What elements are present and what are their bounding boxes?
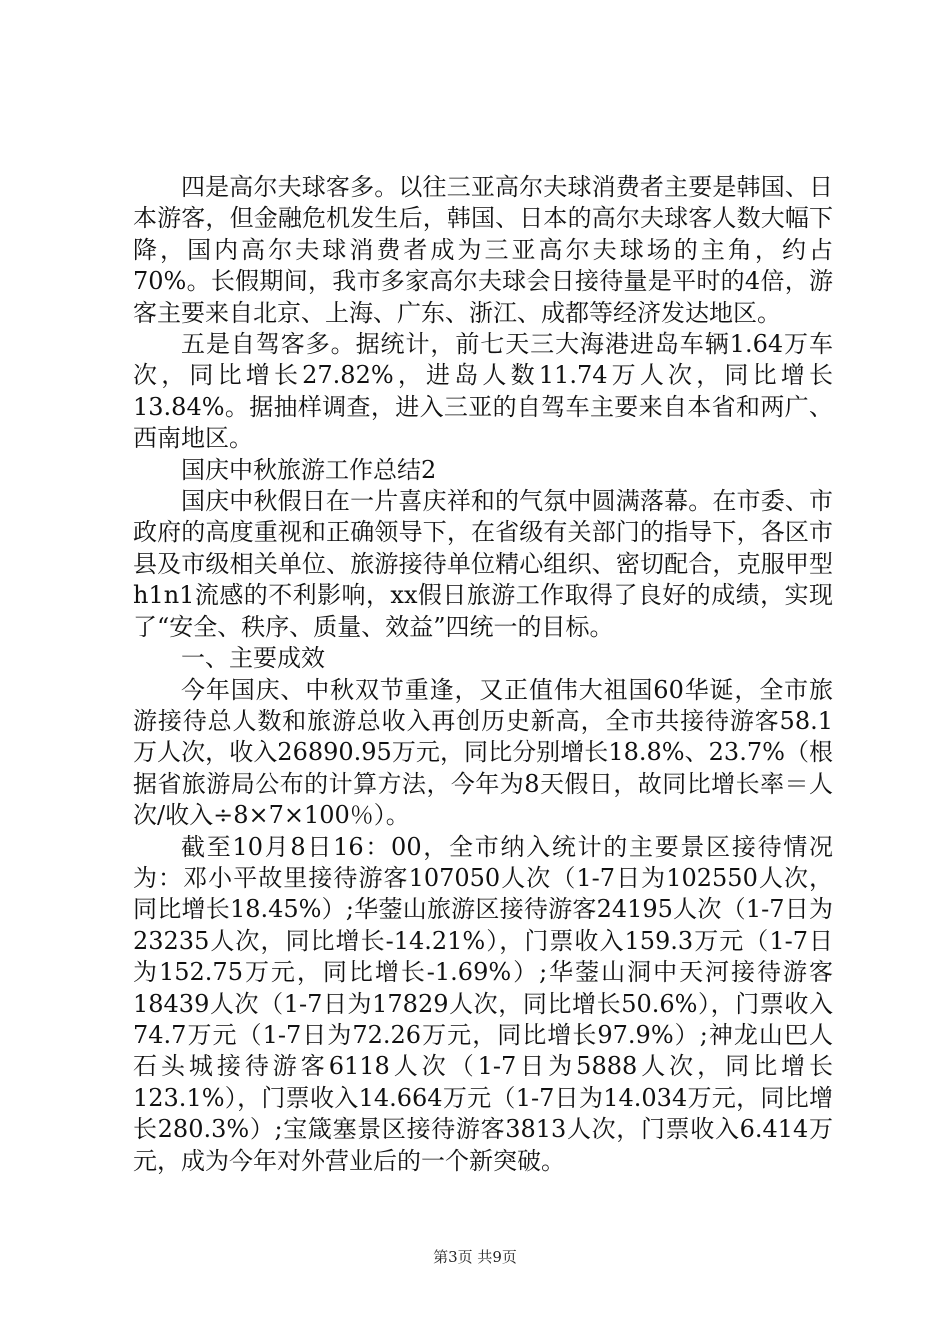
section-title-summary-2: 国庆中秋旅游工作总结2 (181, 455, 437, 484)
paragraph-holiday-overview: 国庆中秋假日在一片喜庆祥和的气氛中圆满落幕。在市委、市政府的高度重视和正确领导下，在省级有关部门的指导下，各区市县及市级相关单位、旅游接待单位精心组织、密切配合，克服甲型h1n1流感的不利影响，xx假日旅游工作取得了良好的成绩，实现了“安全、秩序、质量、效益”四统一的目标。 (133, 487, 833, 641)
paragraph-scenic-area-stats: 截至10月8日16：00，全市纳入统计的主要景区接待情况为：邓小平故里接待游客107050人次（1-7日为102550人次，同比增长18.45%）;华蓥山旅游区接待游客24195人次（1-7日为23235人次，同比增长-14.21%），门票收入159.3万元（1-7日为152.75万元，同比增长-1.69%）;华蓥山洞中天河接待游客18439人次（1-7日为17829人次，同比增长50.6%），门票收入74.7万元（1-7日为72.26万元，同比增长97.9%）;神龙山巴人石头城接待游客6118人次（1-7日为5888人次，同比增长123.1%），门票收入14.664万元（1-7日为14.034万元，同比增长280.3%）;宝箴塞景区接待游客3813人次，门票收入6.414万元，成为今年对外营业后的一个新突破。 (133, 832, 833, 1175)
paragraph-visitor-totals: 今年国庆、中秋双节重逢，又正值伟大祖国60华诞，全市旅游接待总人数和旅游总收入再创历史新高，全市共接待游客58.1万人次，收入26890.95万元，同比分别增长18.8%、23.7%（根据省旅游局公布的计算方法，今年为8天假日，故同比增长率＝人次/收入÷8×7×100％）。 (133, 675, 833, 830)
section-heading-main-results: 一、主要成效 (181, 644, 325, 673)
paragraph-self-drive-tourists: 五是自驾客多。据统计，前七天三大海港进岛车辆1.64万车次，同比增长27.82%，进岛人数11.74万人次，同比增长13.84%。据抽样调查，进入三亚的自驾车主要来自本省和两广、西南地区。 (133, 330, 833, 453)
document-body (133, 172, 833, 1177)
paragraph-golf-tourists: 四是高尔夫球客多。以往三亚高尔夫球消费者主要是韩国、日本游客，但金融危机发生后，韩国、日本的高尔夫球客人数大幅下降，国内高尔夫球消费者成为三亚高尔夫球场的主角，约占70%。长假期间，我市多家高尔夫球会日接待量是平时的4倍，游客主要来自北京、上海、广东、浙江、成都等经济发达地区。 (133, 173, 833, 327)
page-number-footer: 第3页 共9页 (433, 1248, 517, 1266)
